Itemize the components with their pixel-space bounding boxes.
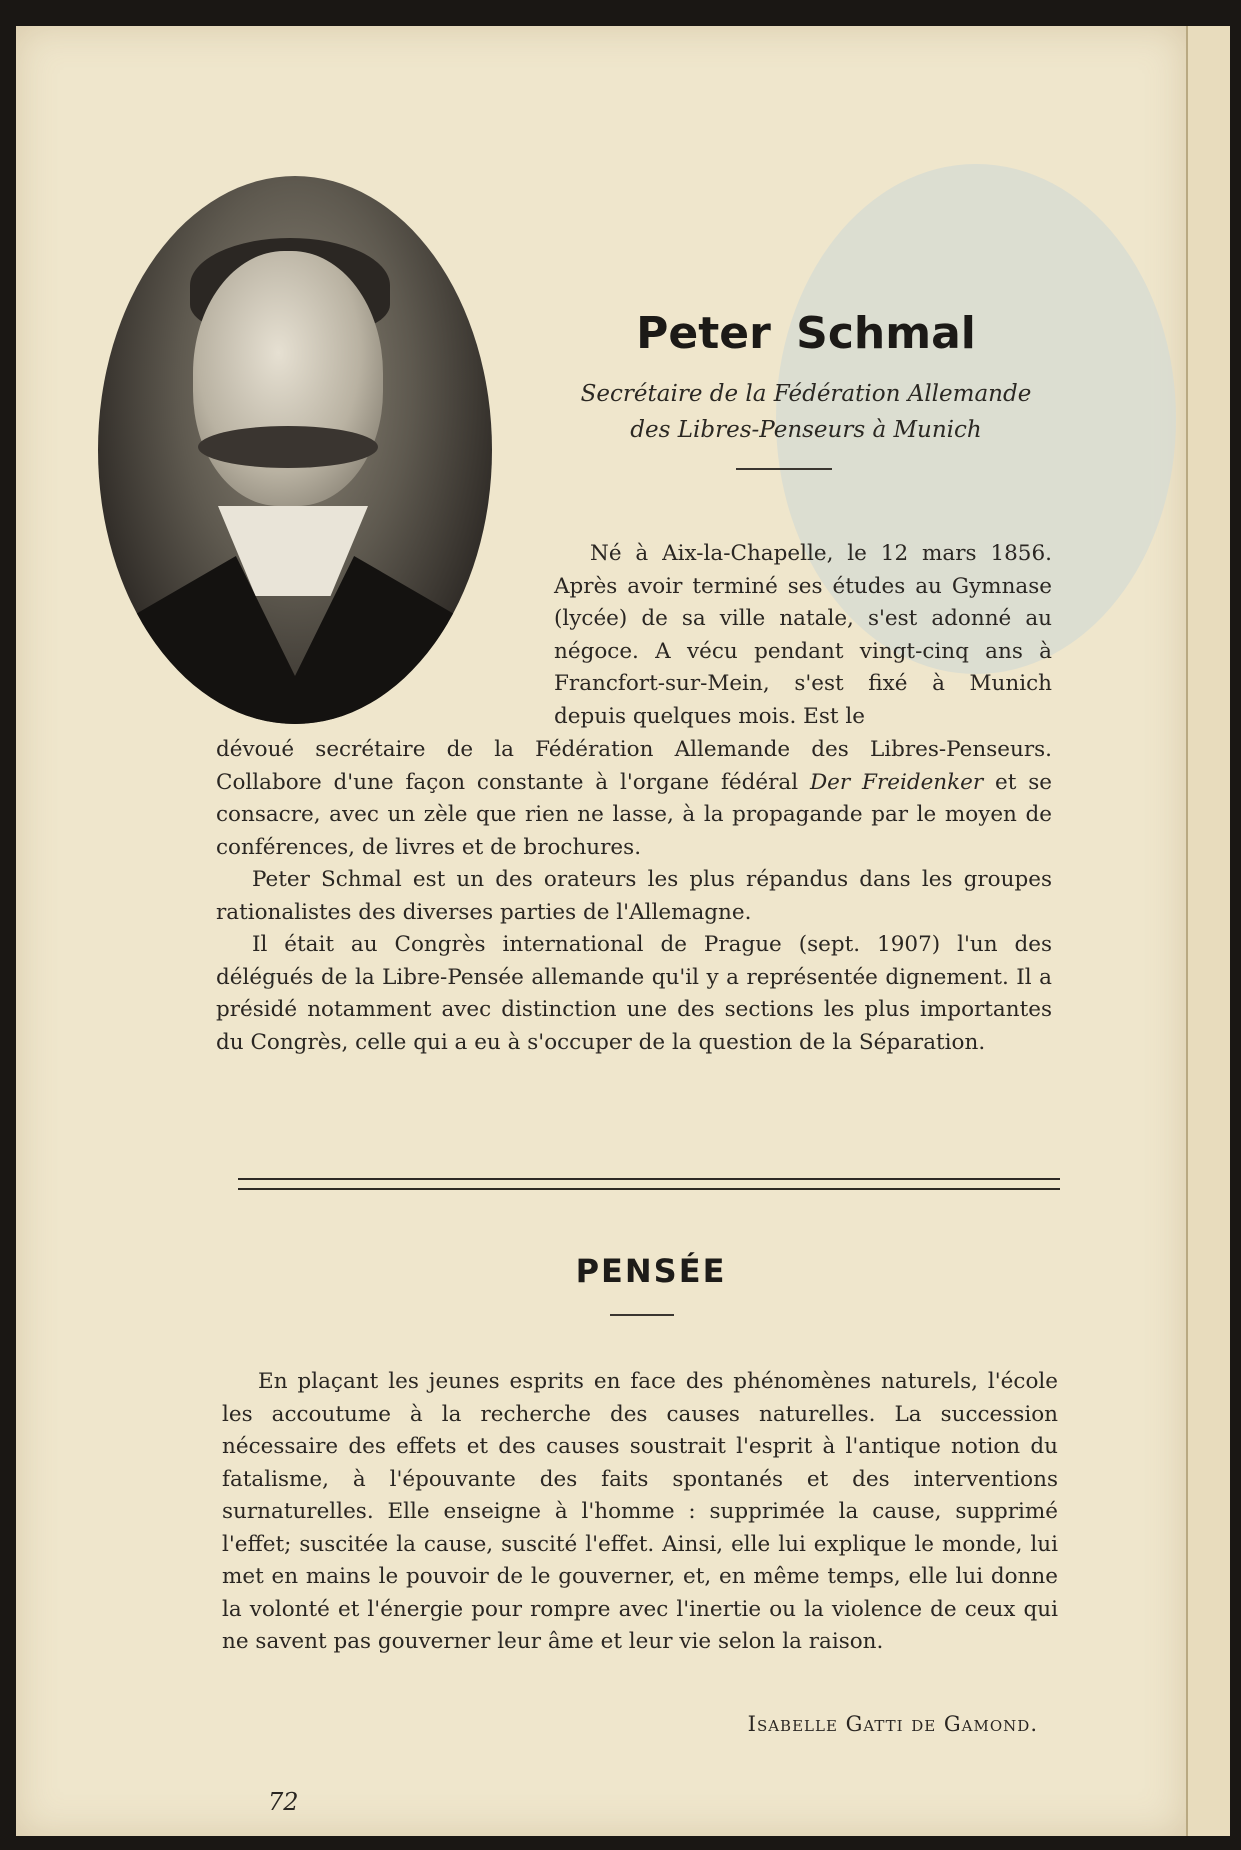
profile-subtitle-line2: des Libres-Penseurs à Munich xyxy=(630,417,982,443)
section-separator xyxy=(238,1178,1060,1190)
book-page xyxy=(16,26,1186,1836)
pensee-title-divider xyxy=(610,1314,674,1316)
profile-subtitle-line1: Secrétaire de la Fédération Allemande xyxy=(580,381,1032,407)
portrait-photo xyxy=(98,176,492,724)
bio-paragraph-1-end: et se consacre, avec un zèle que rien ne lasse, à la propagande par le moyen de conférences, de livres et de brochures. xyxy=(216,769,1052,860)
bio-paragraph-2: Peter Schmal est un des orateurs les plus répandus dans les groupes rationalistes des diverses parties de l'Allemagne. xyxy=(216,867,1052,925)
profile-name: Peter Schmal xyxy=(636,308,976,359)
portrait-mustache xyxy=(198,426,378,468)
bio-intro: Né à Aix-la-Chapelle, le 12 mars 1856. Après avoir terminé ses études au Gymnase (lycée) de sa ville natale, s'est adonné au négoce. A vécu pendant vingt-cinq ans à Francfort-sur-Mein, s'est fixé à Munich depuis quelques mois. Est le xyxy=(554,541,1052,729)
pensee-text: En plaçant les jeunes esprits en face des phénomènes naturels, l'école les accoutume à la recherche des causes naturelles. La succession nécessaire des effets et des causes soustrait l'esprit à l'antique notion du fatalisme, à l'épouvante des faits spontanés et des interventions surnaturelles. Elle enseigne à l'homme : supprimée la cause, supprimé l'effet; suscitée la cause, suscité l'effet. Ainsi, elle lui explique le monde, lui met en mains le pouvoir de le gouverner, et, en même temps, elle lui donne la volonté et l'énergie pour rompre avec l'inertie ou la violence de ceux qui ne savent pas gouverner leur âme et leur vie selon la raison. xyxy=(222,1369,1058,1654)
bio-paragraph-3: Il était au Congrès international de Prague (sept. 1907) l'un des délégués de la Libre-Pensée allemande qu'il y a représentée dignement. Il a présidé notamment avec distinction une des sections les plus importantes du Congrès, celle qui a eu à s'occuper de la question de la Séparation. xyxy=(216,932,1052,1055)
pensee-author: Isabelle Gatti de Gamond. xyxy=(747,1712,1038,1736)
title-divider xyxy=(736,468,832,470)
bio-paragraph-1 xyxy=(216,734,1052,864)
adjacent-page-edge xyxy=(1186,26,1230,1836)
bio-paragraph-1-start: dévoué secrétaire de la Fédération Allemande des Libres-Penseurs. Collabore d'une façon constante à l'organe fédéral xyxy=(216,737,1052,795)
page-number: 72 xyxy=(268,1788,299,1816)
pensee-title: PENSÉE xyxy=(575,1252,727,1290)
journal-title: Der Freidenker xyxy=(809,769,984,795)
profile-subtitle xyxy=(536,376,1076,448)
